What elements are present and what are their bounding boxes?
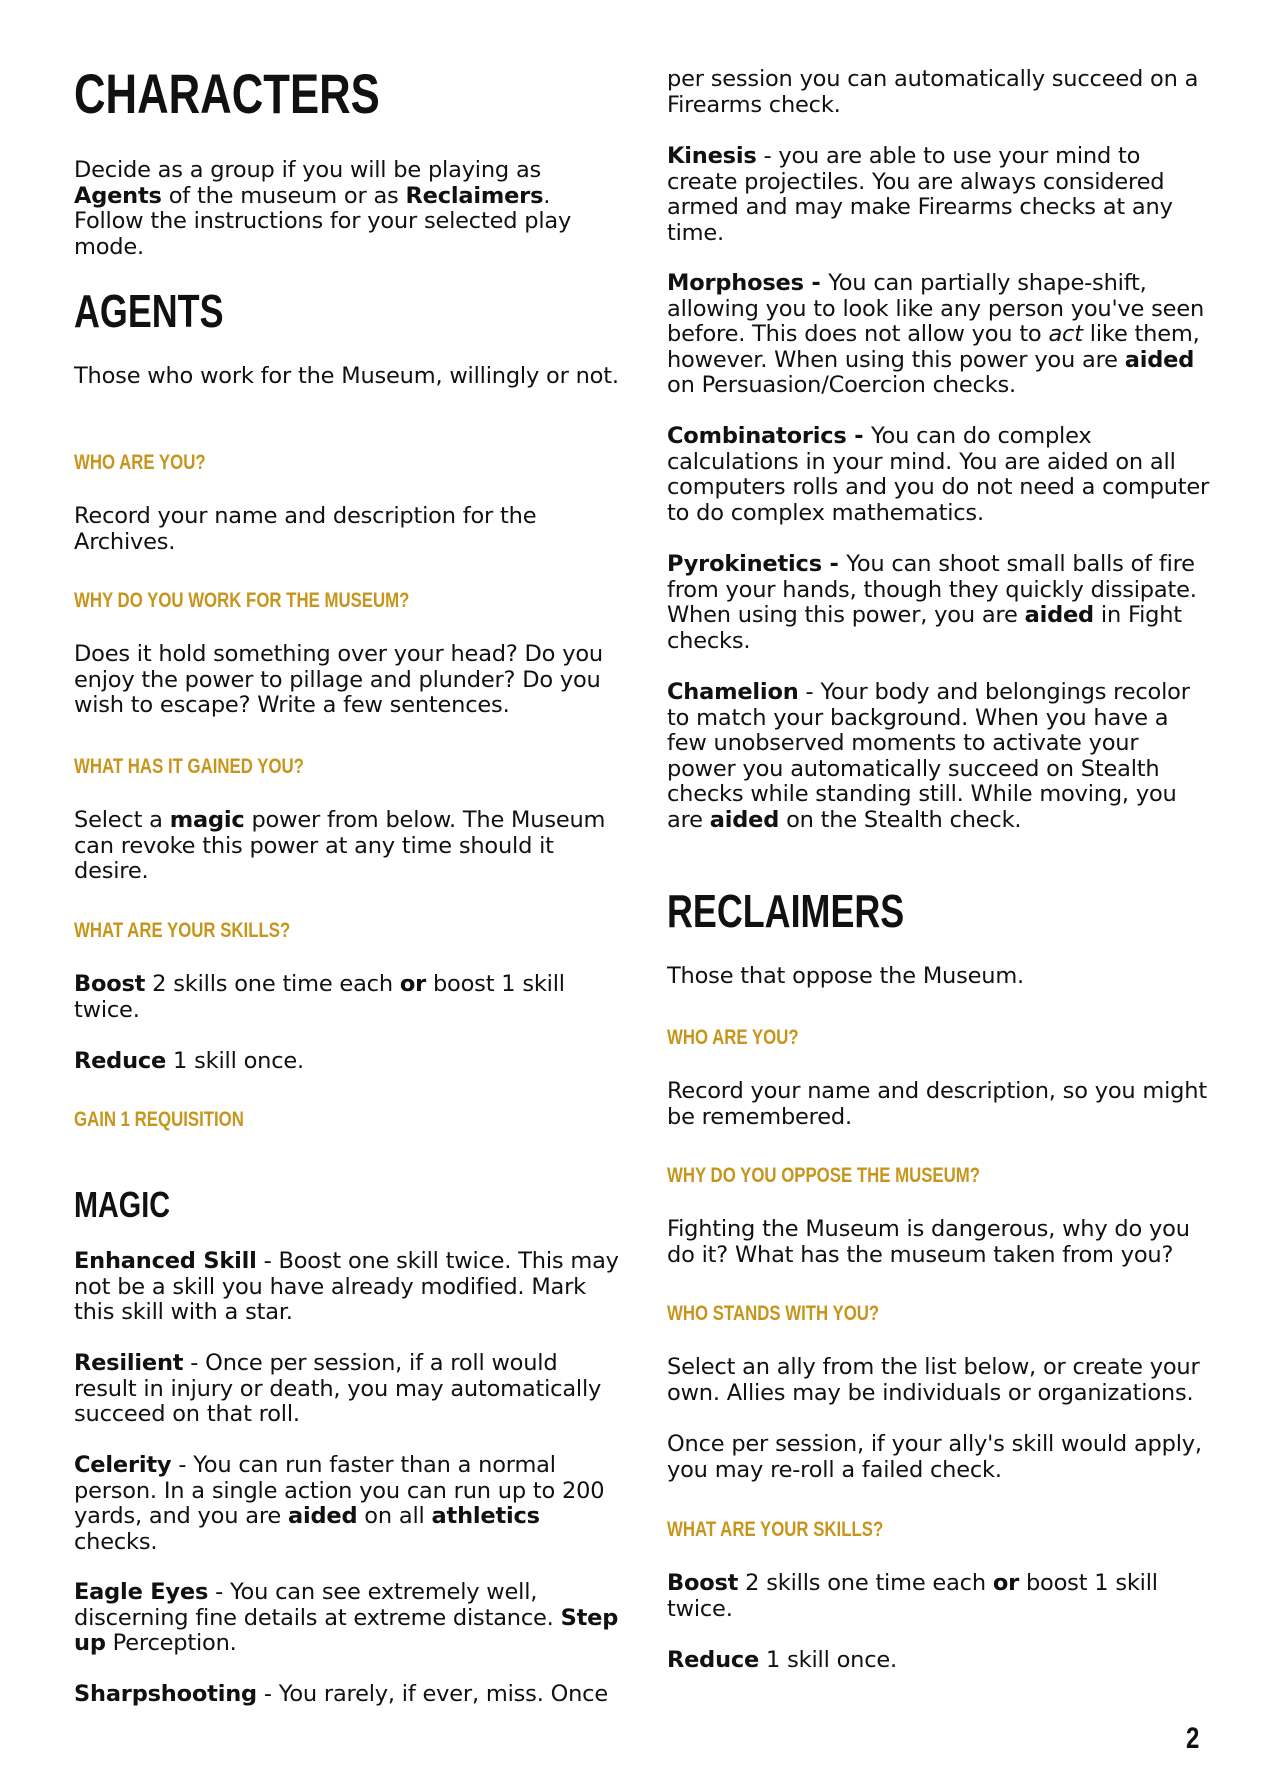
magic-enhanced-skill: Enhanced Skill - Boost one skill twice. This may not be a skill you have already modified. Mark this skill with a star. [74, 1248, 619, 1325]
requisition-heading: GAIN 1 REQUISITION [74, 1108, 244, 1131]
reclaimers-why-heading: WHY DO YOU OPPOSE THE MUSEUM? [667, 1164, 981, 1187]
agents-heading: AGENTS [74, 285, 224, 337]
reclaimers-skills-heading: WHAT ARE YOUR SKILLS? [667, 1518, 884, 1541]
reclaimers-heading: RECLAIMERS [667, 885, 905, 937]
magic-combinatorics: Combinatorics - You can do complex calculations in your mind. You are aided on all computers rolls and you do not need a computer to do complex mathematics. [667, 423, 1210, 526]
intro-paragraph: Decide as a group if you will be playing as Agents of the museum or as Reclaimers. Follow the instructions for your selected play mode. [74, 157, 572, 260]
reclaimers-boost-text: Boost 2 skills one time each or boost 1 skill twice. [667, 1570, 1158, 1622]
agents-intro: Those who work for the Museum, willingly or not. [74, 363, 619, 389]
sharpshooting-continued: per session you can automatically succeed on a Firearms check. [667, 66, 1199, 118]
agents-why-text: Does it hold something over your head? Do you enjoy the power to pillage and plunder? Do you wish to escape? Write a few sentences. [74, 641, 603, 718]
magic-celerity: Celerity - You can run faster than a normal person. In a single action you can run up to 200 yards, and you are aided on all athletics checks. [74, 1452, 605, 1555]
magic-pyrokinetics: Pyrokinetics - You can shoot small balls of fire from your hands, though they quickly dissipate. When using this power, you are aided in Fight checks. [667, 551, 1197, 654]
page-title: CHARACTERS [74, 62, 380, 125]
reclaimers-why-text: Fighting the Museum is dangerous, why do you do it? What has the museum taken from you? [667, 1216, 1190, 1268]
reclaimers-stands-heading: WHO STANDS WITH YOU? [667, 1302, 880, 1325]
reclaimers-once-text: Once per session, if your ally's skill would apply, you may re-roll a failed check. [667, 1431, 1202, 1483]
page-number: 2 [1186, 1722, 1200, 1755]
agents-who-heading: WHO ARE YOU? [74, 451, 206, 474]
magic-eagle-eyes: Eagle Eyes - You can see extremely well, discerning fine details at extreme distance. Step up Perception. [74, 1579, 619, 1656]
agents-skills-heading: WHAT ARE YOUR SKILLS? [74, 919, 291, 942]
agents-who-text: Record your name and description for the Archives. [74, 503, 537, 555]
magic-sharpshooting: Sharpshooting - You rarely, if ever, miss. Once [74, 1681, 608, 1707]
agents-why-heading: WHY DO YOU WORK FOR THE MUSEUM? [74, 589, 410, 612]
agents-boost-text: Boost 2 skills one time each or boost 1 skill twice. [74, 971, 565, 1023]
reclaimers-who-text: Record your name and description, so you might be remembered. [667, 1078, 1207, 1130]
reclaimers-stands-text: Select an ally from the list below, or create your own. Allies may be individuals or organizations. [667, 1354, 1200, 1406]
magic-morphoses: Morphoses - You can partially shape-shift, allowing you to look like any person you've seen before. This does not allow you to act like them, however. When using this power you are aided on Persuasion/Coercion checks. [667, 270, 1205, 398]
magic-resilient: Resilient - Once per session, if a roll would result in injury or death, you may automatically succeed on that roll. [74, 1350, 602, 1427]
reclaimers-intro: Those that oppose the Museum. [667, 963, 1024, 989]
agents-reduce-text: Reduce 1 skill once. [74, 1048, 304, 1074]
reclaimers-who-heading: WHO ARE YOU? [667, 1026, 799, 1049]
magic-heading: MAGIC [74, 1184, 170, 1225]
reclaimers-reduce-text: Reduce 1 skill once. [667, 1647, 897, 1673]
magic-chamelion: Chamelion - Your body and belongings recolor to match your background. When you have a few unobserved moments to activate your power you automatically succeed on Stealth checks while standing still. While moving, you are aided on the Stealth check. [667, 679, 1190, 833]
agents-gained-text: Select a magic power from below. The Museum can revoke this power at any time should it desire. [74, 807, 606, 884]
magic-kinesis: Kinesis - you are able to use your mind to create projectiles. You are always considered armed and may make Firearms checks at any time. [667, 143, 1173, 246]
agents-gained-heading: WHAT HAS IT GAINED YOU? [74, 755, 304, 778]
